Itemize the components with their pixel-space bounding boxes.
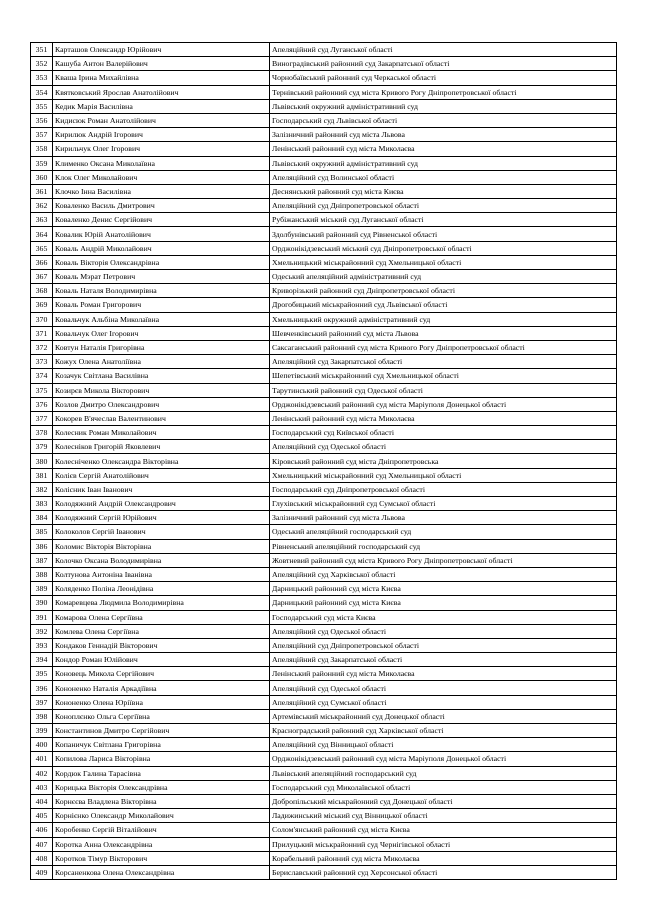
person-name: Коваль Роман Григорович [53,298,270,312]
person-name: Колоколов Сергій Іванович [53,525,270,539]
person-name: Кирильчук Олег Ігорович [53,142,270,156]
row-number: 390 [31,596,53,610]
judges-table [30,42,617,880]
court-name: Тарутинський районний суд Одеської області [270,383,617,397]
row-number: 361 [31,184,53,198]
person-name: Колісник Іван Іванович [53,482,270,496]
row-number: 353 [31,71,53,85]
row-number: 384 [31,511,53,525]
row-number: 362 [31,199,53,213]
row-number: 377 [31,411,53,425]
row-number: 404 [31,794,53,808]
person-name: Колодяжний Сергій Юрійович [53,511,270,525]
table-row [31,567,617,581]
table-row [31,837,617,851]
table-row [31,468,617,482]
row-number: 352 [31,57,53,71]
court-name: Апеляційний суд Одеської області [270,624,617,638]
table-row [31,823,617,837]
table-row [31,582,617,596]
court-name: Апеляційний суд Дніпропетровської області [270,638,617,652]
person-name: Ковалик Юрій Анатолійович [53,227,270,241]
table-row [31,213,617,227]
table-row [31,809,617,823]
court-name: Апеляційний суд Сумської області [270,695,617,709]
row-number: 357 [31,128,53,142]
row-number: 358 [31,142,53,156]
court-name: Кіровський районний суд міста Дніпропетровська [270,454,617,468]
court-name: Саксаганський районний суд міста Кривого Рогу Дніпропетровської області [270,340,617,354]
court-name: Львівський окружний адміністративний суд [270,156,617,170]
row-number: 385 [31,525,53,539]
person-name: Коротков Тімур Вікторович [53,851,270,865]
court-name: Одеський апеляційний господарський суд [270,525,617,539]
person-name: Коваль Вікторія Олександрівна [53,255,270,269]
table-row [31,383,617,397]
table-row [31,340,617,354]
row-number: 407 [31,837,53,851]
person-name: Ковтун Наталія Григорівна [53,340,270,354]
court-name: Господарський суд Миколаївської області [270,780,617,794]
table-row [31,241,617,255]
court-name: Апеляційний суд Одеської області [270,681,617,695]
person-name: Коваль Андрій Миколайович [53,241,270,255]
person-name: Колесник Роман Миколайович [53,426,270,440]
court-name: Солом'янський районний суд міста Києва [270,823,617,837]
row-number: 386 [31,539,53,553]
row-number: 356 [31,113,53,127]
row-number: 409 [31,865,53,879]
court-name: Апеляційний суд Закарпатської області [270,653,617,667]
table-row [31,85,617,99]
row-number: 369 [31,298,53,312]
table-row [31,369,617,383]
person-name: Кононенко Наталія Аркадіївна [53,681,270,695]
person-name: Кожух Олена Анатоліївна [53,355,270,369]
court-name: Залізничний районний суд міста Львова [270,128,617,142]
court-name: Апеляційний суд Закарпатської області [270,355,617,369]
table-row [31,199,617,213]
person-name: Колесніченко Олександра Вікторівна [53,454,270,468]
court-name: Красноградський районний суд Харківської області [270,724,617,738]
row-number: 400 [31,738,53,752]
court-name: Тернівський районний суд міста Кривого Рогу Дніпропетровської області [270,85,617,99]
table-row [31,43,617,57]
row-number: 363 [31,213,53,227]
row-number: 395 [31,667,53,681]
court-name: Здолбунівський районний суд Рівненської області [270,227,617,241]
court-name: Прилуцький міськрайонний суд Чернігівської області [270,837,617,851]
table-row [31,454,617,468]
table-row [31,709,617,723]
row-number: 406 [31,823,53,837]
person-name: Квятковський Ярослав Анатолійович [53,85,270,99]
table-row [31,638,617,652]
row-number: 383 [31,497,53,511]
court-name: Господарський суд Дніпропетровської області [270,482,617,496]
row-number: 389 [31,582,53,596]
table-row [31,525,617,539]
court-name: Апеляційний суд Харківської області [270,567,617,581]
row-number: 380 [31,454,53,468]
court-name: Орджонікідзевський районний суд міста Маріуполя Донецької області [270,397,617,411]
row-number: 375 [31,383,53,397]
table-row [31,865,617,879]
table-row [31,184,617,198]
person-name: Корнєєва Владлена Вікторівна [53,794,270,808]
row-number: 370 [31,312,53,326]
row-number: 351 [31,43,53,57]
person-name: Кононенко Олена Юріївна [53,695,270,709]
row-number: 382 [31,482,53,496]
person-name: Коробенко Сергій Віталійович [53,823,270,837]
person-name: Кидисюк Роман Анатолійович [53,113,270,127]
court-name: Апеляційний суд Луганської області [270,43,617,57]
person-name: Коротка Анна Олександрівна [53,837,270,851]
person-name: Колієв Сергій Анатолійович [53,468,270,482]
table-row [31,426,617,440]
court-name: Львівський окружний адміністративний суд [270,99,617,113]
court-name: Добропільський міськрайонний суд Донецької області [270,794,617,808]
row-number: 398 [31,709,53,723]
court-name: Шевченківський районний суд міста Львова [270,326,617,340]
court-name: Апеляційний суд Вінницької області [270,738,617,752]
court-name: Дрогобицький міськрайонний суд Львівської області [270,298,617,312]
court-name: Артемівський міськрайонний суд Донецької області [270,709,617,723]
table-row [31,312,617,326]
table-row [31,298,617,312]
person-name: Ковальчук Альбіна Миколаївна [53,312,270,326]
table-row [31,695,617,709]
person-name: Колтунова Антоніна Іванівна [53,567,270,581]
person-name: Кваша Ірина Михайлівна [53,71,270,85]
person-name: Коноплєнко Ольга Сергіївна [53,709,270,723]
table-row [31,511,617,525]
court-name: Дарницький районний суд міста Києва [270,582,617,596]
person-name: Копилова Лариса Вікторівна [53,752,270,766]
court-name: Ладижинський міський суд Вінницької області [270,809,617,823]
court-name: Апеляційний суд Одеської області [270,440,617,454]
row-number: 378 [31,426,53,440]
person-name: Корсаненкова Олена Олександрівна [53,865,270,879]
row-number: 388 [31,567,53,581]
table-row [31,851,617,865]
row-number: 381 [31,468,53,482]
table-row [31,411,617,425]
court-name: Шепетівський міськрайонний суд Хмельницької області [270,369,617,383]
table-row [31,539,617,553]
table-row [31,397,617,411]
row-number: 408 [31,851,53,865]
table-row [31,156,617,170]
row-number: 387 [31,553,53,567]
court-name: Бериславський районний суд Херсонської області [270,865,617,879]
person-name: Комарова Олена Сергіївна [53,610,270,624]
court-name: Корабельний районний суд міста Миколаєва [270,851,617,865]
person-name: Ковальчук Олег Ігорович [53,326,270,340]
court-name: Орджонікідзевський районний суд міста Маріуполя Донецької області [270,752,617,766]
table-row [31,440,617,454]
person-name: Коломис Вікторія Вікторівна [53,539,270,553]
row-number: 399 [31,724,53,738]
court-name: Господарський суд Київської області [270,426,617,440]
person-name: Коваль Наталя Володимирівна [53,284,270,298]
row-number: 373 [31,355,53,369]
row-number: 354 [31,85,53,99]
person-name: Комлева Олена Сергіївна [53,624,270,638]
court-name: Господарський суд Львівської області [270,113,617,127]
table-row [31,270,617,284]
person-name: Колодяжний Андрій Олександрович [53,497,270,511]
row-number: 394 [31,653,53,667]
table-row [31,142,617,156]
table-row [31,355,617,369]
table-row [31,752,617,766]
person-name: Коновець Микола Сергійович [53,667,270,681]
row-number: 396 [31,681,53,695]
court-name: Хмельницький міськрайонний суд Хмельницької області [270,468,617,482]
court-name: Ленінський районний суд міста Миколаєва [270,667,617,681]
court-name: Одеський апеляційний адміністративний суд [270,270,617,284]
person-name: Козлов Дмитро Олександрович [53,397,270,411]
person-name: Колочко Оксана Володимирівна [53,553,270,567]
row-number: 403 [31,780,53,794]
table-row [31,326,617,340]
row-number: 405 [31,809,53,823]
table-row [31,596,617,610]
row-number: 379 [31,440,53,454]
person-name: Коваль Мэрат Петрович [53,270,270,284]
table-row [31,610,617,624]
table-row [31,766,617,780]
table-row [31,794,617,808]
table-row [31,738,617,752]
person-name: Карташов Олександр Юрійович [53,43,270,57]
table-row [31,653,617,667]
person-name: Клочко Інна Василівна [53,184,270,198]
court-name: Апеляційний суд Волинської області [270,170,617,184]
court-name: Хмельницький міськрайонний суд Хмельницької області [270,255,617,269]
court-name: Дарницький районний суд міста Києва [270,596,617,610]
table-row [31,113,617,127]
person-name: Кондаков Геннадій Вікторович [53,638,270,652]
person-name: Козачук Світлана Василівна [53,369,270,383]
table-row [31,724,617,738]
court-name: Ленінський районний суд міста Миколаєва [270,411,617,425]
table-row [31,482,617,496]
court-name: Чорнобаївський районний суд Черкаської області [270,71,617,85]
person-name: Коваленко Василь Дмитрович [53,199,270,213]
person-name: Козирєв Микола Вікторович [53,383,270,397]
court-name: Львівський апеляційний господарський суд [270,766,617,780]
row-number: 360 [31,170,53,184]
table-row [31,255,617,269]
person-name: Коваленко Денис Сергійович [53,213,270,227]
court-name: Жовтневий районний суд міста Кривого Рогу Дніпропетровської області [270,553,617,567]
row-number: 365 [31,241,53,255]
table-row [31,170,617,184]
row-number: 397 [31,695,53,709]
court-name: Рубіжанський міський суд Луганської області [270,213,617,227]
court-name: Виноградівський районний суд Закарпатської області [270,57,617,71]
row-number: 376 [31,397,53,411]
person-name: Коляденко Поліна Леонідівна [53,582,270,596]
person-name: Кирилюк Андрій Ігорович [53,128,270,142]
person-name: Корицька Вікторія Олександрівна [53,780,270,794]
table-row [31,624,617,638]
court-name: Хмельницький окружний адміністративний суд [270,312,617,326]
person-name: Комаревцева Людмила Володимирівна [53,596,270,610]
person-name: Колесніков Григорій Яковлевич [53,440,270,454]
person-name: Кордюк Галина Тарасівна [53,766,270,780]
person-name: Корнієнко Олександр Миколайович [53,809,270,823]
row-number: 374 [31,369,53,383]
table-row [31,497,617,511]
court-name: Криворізький районний суд Дніпропетровської області [270,284,617,298]
row-number: 393 [31,638,53,652]
court-name: Ленінський районний суд міста Миколаєва [270,142,617,156]
person-name: Копаничук Світлана Григорівна [53,738,270,752]
person-name: Константинов Дмитро Сергійович [53,724,270,738]
table-row [31,667,617,681]
person-name: Кашуба Антон Валерійович [53,57,270,71]
table-row [31,681,617,695]
table-row [31,553,617,567]
table-body [31,43,617,880]
row-number: 366 [31,255,53,269]
court-name: Орджонікідзевський міський суд Дніпропетровської області [270,241,617,255]
table-row [31,227,617,241]
row-number: 359 [31,156,53,170]
court-name: Апеляційний суд Дніпропетровської області [270,199,617,213]
court-name: Деснянський районний суд міста Києва [270,184,617,198]
table-row [31,128,617,142]
court-name: Глухівський міськрайонний суд Сумської області [270,497,617,511]
row-number: 364 [31,227,53,241]
table-row [31,284,617,298]
person-name: Клок Олег Миколайович [53,170,270,184]
table-row [31,57,617,71]
court-name: Рівненський апеляційний господарський суд [270,539,617,553]
person-name: Клименко Оксана Миколаївна [53,156,270,170]
row-number: 355 [31,99,53,113]
person-name: Кокорев В'ячеслав Валентинович [53,411,270,425]
person-name: Кондор Роман Юлійович [53,653,270,667]
person-name: Кедик Марія Василівна [53,99,270,113]
row-number: 391 [31,610,53,624]
row-number: 402 [31,766,53,780]
table-row [31,99,617,113]
row-number: 392 [31,624,53,638]
table-row [31,780,617,794]
table-row [31,71,617,85]
row-number: 367 [31,270,53,284]
court-name: Господарський суд міста Києва [270,610,617,624]
row-number: 368 [31,284,53,298]
court-name: Залізничний районний суд міста Львова [270,511,617,525]
row-number: 401 [31,752,53,766]
row-number: 371 [31,326,53,340]
row-number: 372 [31,340,53,354]
